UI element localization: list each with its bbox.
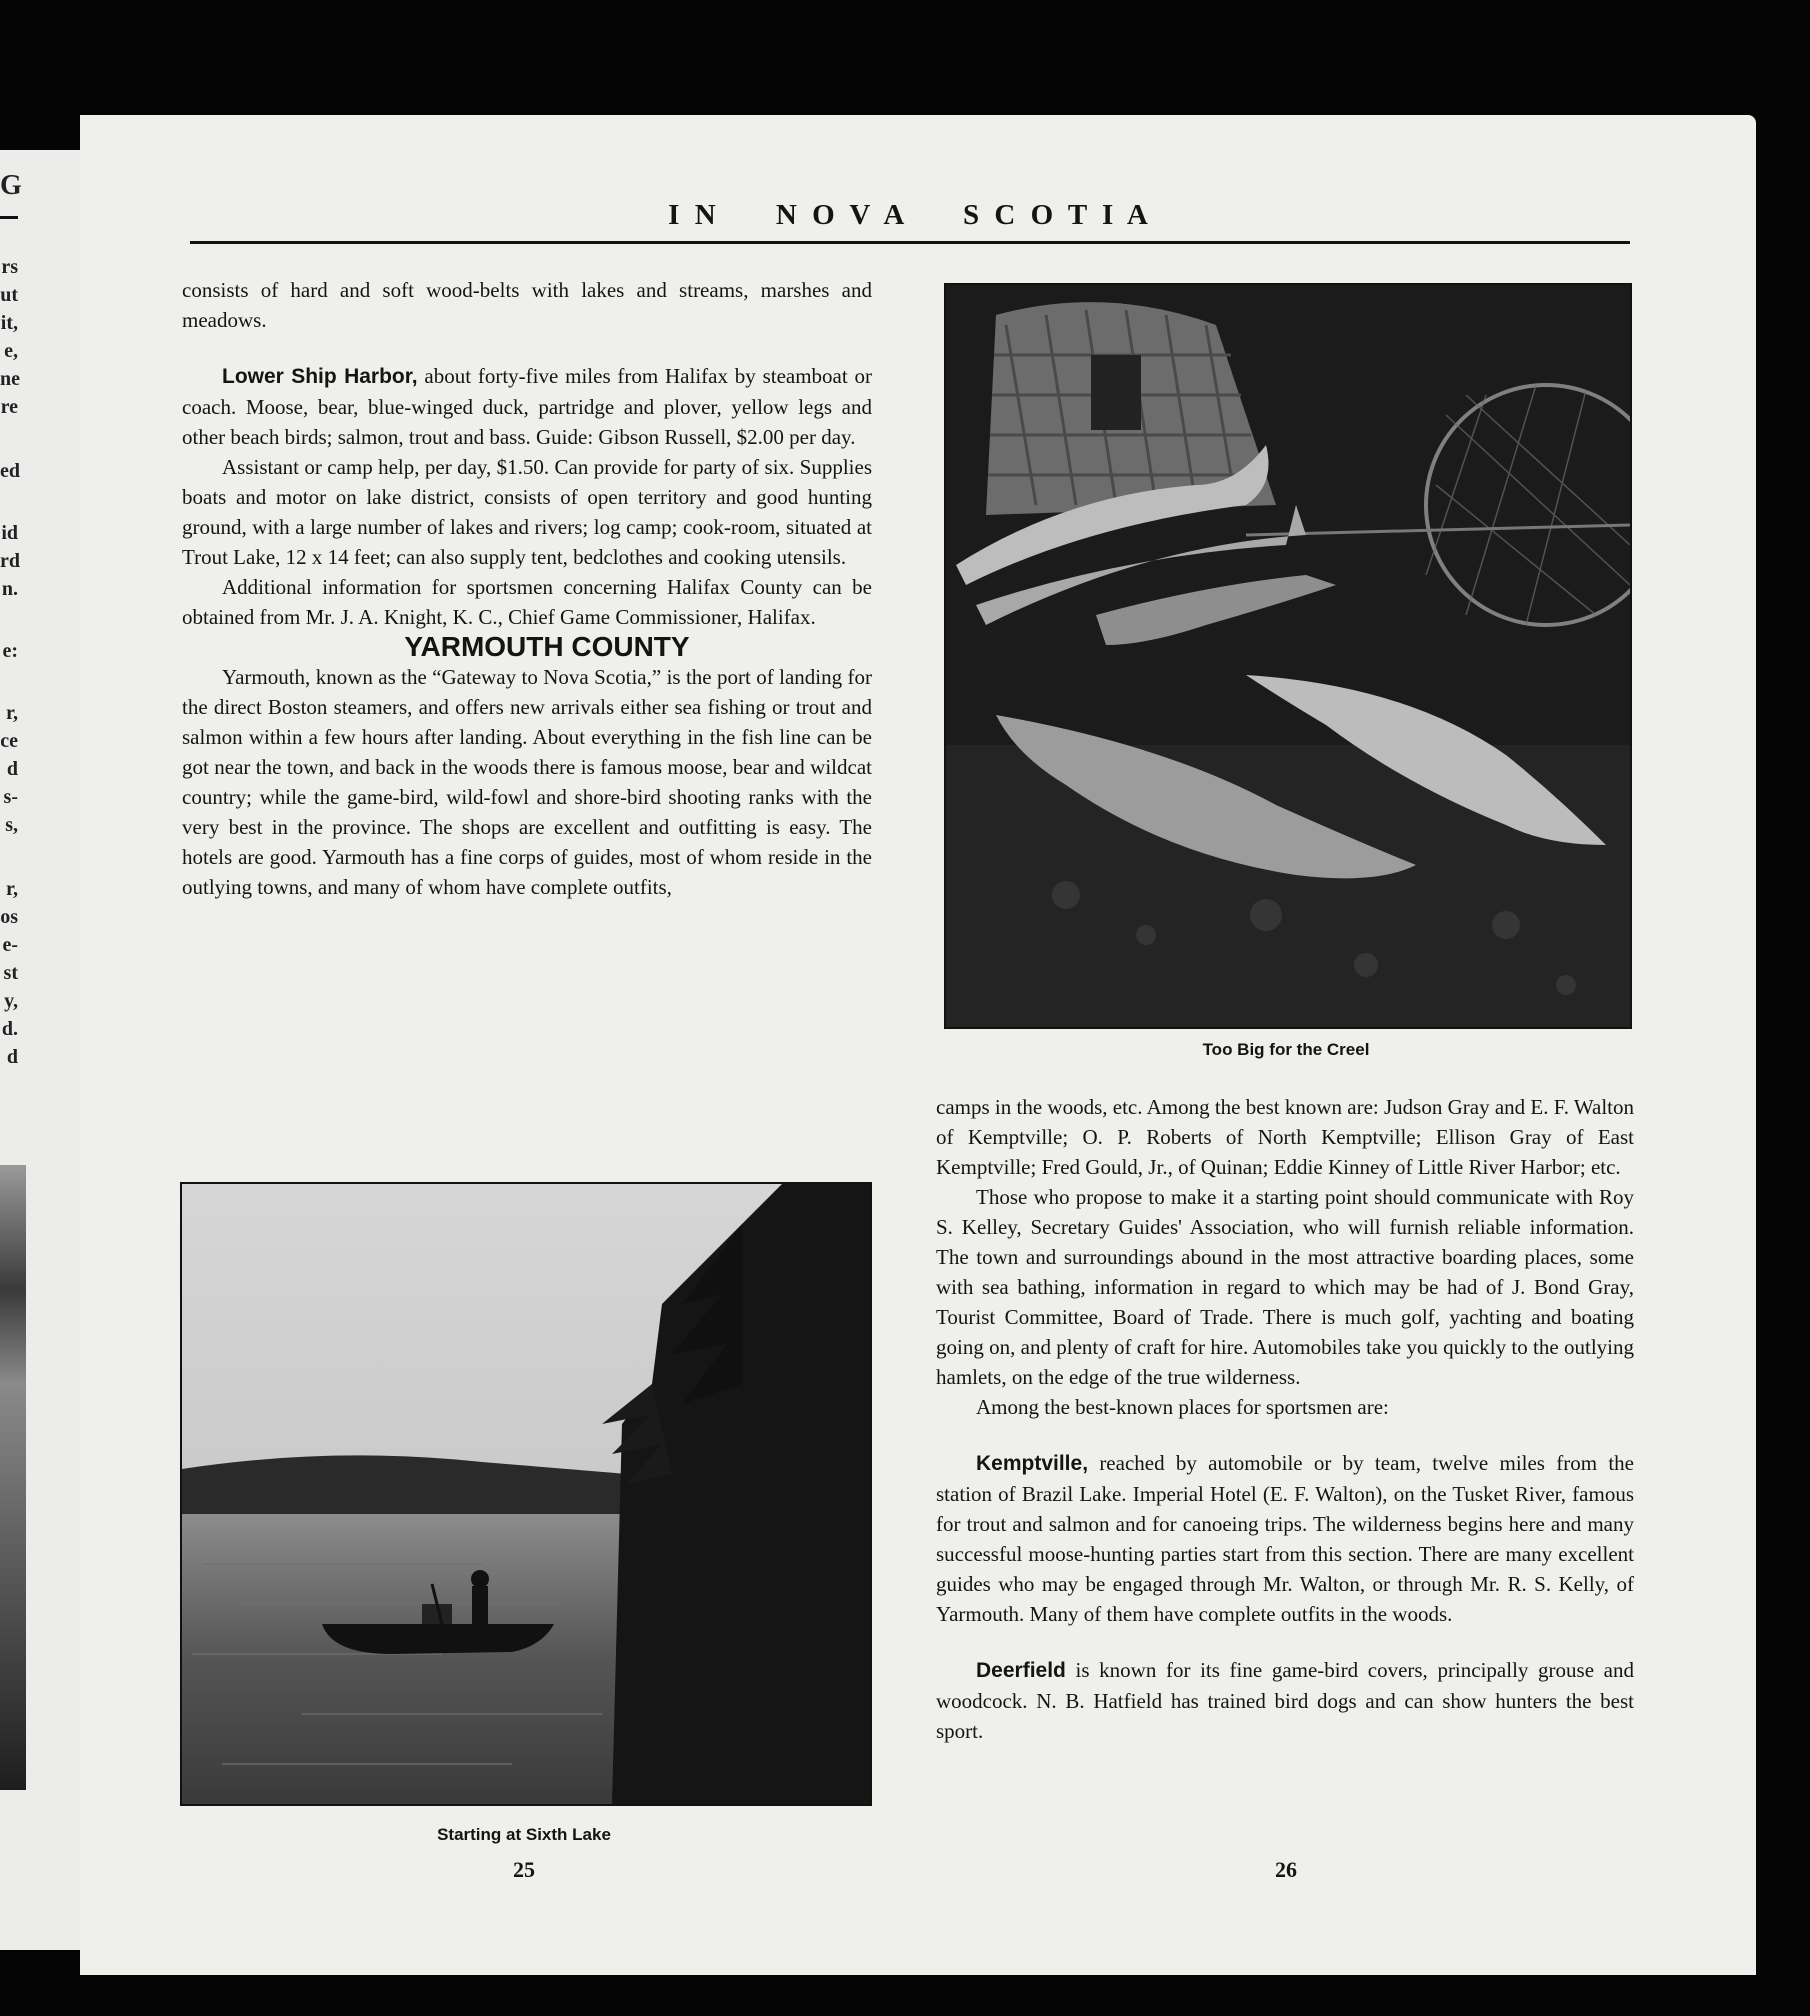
left-page-fragment: ne [0, 368, 20, 390]
left-page-fragment: r, [5, 702, 18, 724]
page-number-right: 26 [1275, 1857, 1297, 1882]
left-page-fragment: e, [4, 340, 18, 362]
right-text-column [936, 1092, 1634, 1746]
paragraph-gap [936, 1422, 1634, 1448]
paragraph: Those who propose to make it a starting point should communicate with Roy S. Kelley, Secretary Guides' Association, who will furnish reliable information. The town and surroundings abound in the most attractive boarding places, some with sea bathing, information in regard to which may be had of J. Bond Gray, Tourist Committee, Board of Trade. There is much golf, yachting and boating going on, and plenty of craft for hire. Automobiles take you quickly to the outlying hamlets, on the edge of the true wilderness. [936, 1185, 1634, 1389]
paragraph [936, 1448, 1634, 1629]
place-name: Deerfield [976, 1659, 1066, 1682]
left-page-rule [0, 216, 18, 219]
left-page-photo-fragment [0, 1165, 26, 1790]
fish-creel-illustration [946, 285, 1630, 1027]
paragraph: Assistant or camp help, per day, $1.50. Can provide for party of six. Supplies boats and motor on lake district, consists of open territory and good hunting ground, with a large number of lakes and rivers; log camp; cook-room, situated at Trout Lake, 12 x 14 feet; can also supply tent, bedclothes and cooking utensils. [182, 455, 872, 569]
paragraph-body: about forty-five miles from Halifax by steamboat or coach. Moose, bear, blue-winged duck, partridge and plover, yellow legs and other beach birds; salmon, trout and bass. Guide: Gibson Russell, $2.00 per day. [182, 364, 872, 449]
fish-creel-photo [944, 283, 1632, 1029]
left-page-fragment: d. [1, 1018, 18, 1040]
left-page-fragment: d [6, 1046, 18, 1068]
paragraph-gap [936, 1629, 1634, 1655]
left-page-fragment: ut [0, 284, 18, 306]
paragraph-gap [182, 335, 872, 361]
left-text-column [182, 275, 872, 902]
left-page-fragment: e- [2, 934, 18, 956]
paragraph: Additional information for sportsmen concerning Halifax County can be obtained from Mr. J. A. Knight, K. C., Chief Game Commissioner, Halifax. [182, 575, 872, 629]
lake-canoe-illustration [182, 1184, 870, 1804]
paragraph-body: reached by automobile or by team, twelve miles from the station of Brazil Lake. Imperial Hotel (E. F. Walton), on the Tusket River, famous for trout and salmon and for canoeing trips. The wilderness begins here and many successful moose-hunting parties start from this section. There are many excellent guides who may be engaged through Mr. Walton, or through Mr. R. S. Kelly, of Yarmouth. Many of them have complete outfits in the woods. [936, 1451, 1634, 1626]
lake-canoe-photo [180, 1182, 872, 1806]
left-page-fragment: id [1, 522, 18, 544]
left-page-fragment: rs [1, 256, 18, 278]
left-page-fragment: rd [0, 550, 20, 572]
left-page-fragment: s, [5, 814, 18, 836]
place-name: Kemptville, [976, 1452, 1089, 1475]
left-page-fragment: re [0, 396, 18, 418]
left-page-fragment: d [6, 758, 18, 780]
left-page-fragment: ed [0, 460, 20, 482]
paragraph [936, 1655, 1634, 1746]
section-heading: YARMOUTH COUNTY [404, 631, 690, 662]
left-page-fragment: G [0, 170, 22, 201]
place-name: Lower Ship Harbor, [222, 365, 418, 388]
header-rule [190, 241, 1630, 244]
page-spread [80, 115, 1756, 1975]
page-number-left: 25 [513, 1857, 535, 1882]
lake-photo-caption: Starting at Sixth Lake [437, 1825, 611, 1844]
paragraph: Yarmouth, known as the “Gateway to Nova Scotia,” is the port of landing for the direct Boston steamers, and offers new arrivals either sea fishing or trout and salmon within a few hours after landing. About everything in the fish line can be got near the town, and back in the woods there is famous moose, bear and wildcat country; while the game-bird, wild-fowl and shore-bird shooting ranks with the very best in the province. The shops are excellent and outfitting is easy. The hotels are good. Yarmouth has a fine corps of guides, most of whom reside in the outlying towns, and many of whom have complete outfits, [182, 665, 872, 899]
paragraph: Among the best-known places for sportsmen are: [976, 1395, 1389, 1419]
left-page-fragment: n. [1, 578, 18, 600]
fish-photo-caption: Too Big for the Creel [1202, 1040, 1370, 1059]
left-page-fragment: it, [0, 312, 18, 334]
left-page-fragment: os [0, 906, 18, 928]
left-page-fragment: st [3, 962, 18, 984]
left-page-fragment: y, [4, 990, 18, 1012]
left-page-fragment: s- [3, 786, 18, 808]
paragraph: camps in the woods, etc. Among the best known are: Judson Gray and E. F. Walton of Kemptville; O. P. Roberts of North Kemptville; Ellison Gray of East Kemptville; Fred Gould, Jr., of Quinan; Eddie Kinney of Little River Harbor; etc. [936, 1095, 1634, 1179]
paragraph [182, 361, 872, 452]
paragraph: consists of hard and soft wood-belts with lakes and streams, marshes and meadows. [182, 278, 872, 332]
running-head: I N N O V A S C O T I A [668, 199, 1152, 231]
left-page-fragment: r, [5, 878, 18, 900]
left-page-fragment: e: [2, 640, 18, 662]
left-page-fragment: ce [0, 730, 18, 752]
paragraph-body: is known for its fine game-bird covers, principally grouse and woodcock. N. B. Hatfield has trained bird dogs and can show hunters the best sport. [936, 1658, 1634, 1743]
